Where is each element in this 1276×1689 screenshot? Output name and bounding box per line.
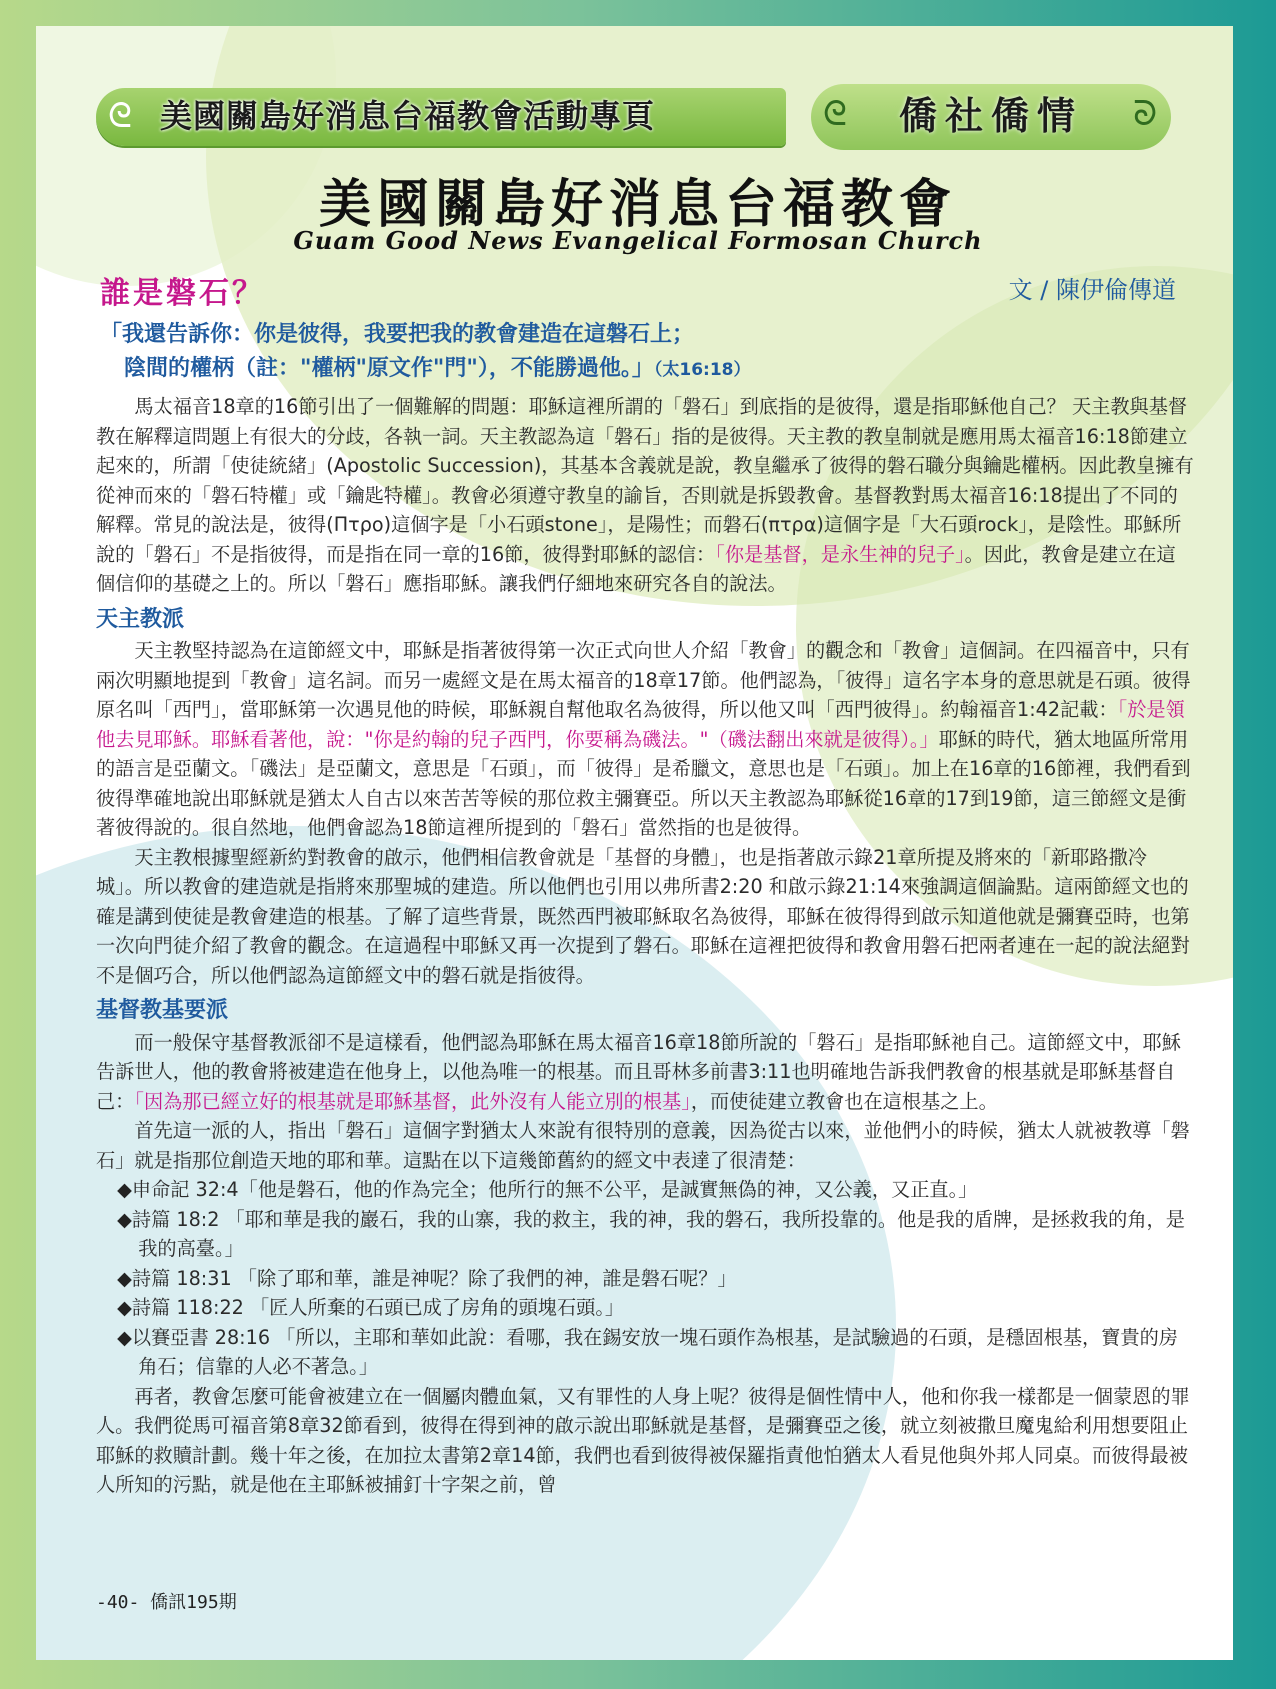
- intro-paragraph: [96, 392, 1194, 599]
- swirl-icon: ᘐ: [1133, 94, 1157, 134]
- swirl-icon: ᘓ: [108, 96, 132, 136]
- key-verse-line1: 「我還告訴你：你是彼得，我要把我的教會建造在這磐石上；: [100, 322, 695, 347]
- text-run: 馬太福音18章的16節引出了一個難解的問題：耶穌這裡所謂的「磐石」到底指的是彼得，還是指耶穌他自己？ 天主教與基督教在解釋這問題上有很大的分歧，各執一詞。天主教認為這「磐石」指的是彼得。天主教的教皇制就是應用馬太福音16:18節建立起來的，所謂「使徒統緒」(Apostolic Succession)，其基本含義就是說，教皇繼承了彼得的磐石職分與鑰匙權柄。因此教皇擁有從神而來的「磐石特權」或「鑰匙特權」。教會必須遵守教皇的諭旨，否則就是拆毀教會。基督教對馬太福音16:18提出了不同的解釋。常見的說法是，彼得(Πτρο)這個字是「小石頭stone」，是陽性；而磐石(πτρα)這個字是「大石頭rock」，是陰性。耶穌所說的「磐石」不是指彼得，而是指在同一章的16節，彼得對耶穌的認信：: [96, 395, 1194, 566]
- paragraph: [96, 1028, 1194, 1117]
- text-run: 天主教堅持認為在這節經文中，耶穌是指著彼得第一次正式向世人介紹「教會」的觀念和「教會」這個詞。在四福音中，只有兩次明顯地提到「教會」這名詞。而另一處經文是在馬太福音的18章17節。他們認為，「彼得」這名字本身的意思就是石頭。彼得原名叫「西門」，當耶穌第一次遇見他的時候，耶穌親自幫他取名為彼得，所以他又叫「西門彼得」。約翰福音1:42記載：: [96, 639, 1191, 721]
- text-run: 而一般保守基督教派卻不是這樣看，他們認為耶穌在馬太福音16章18節所說的「磐石」是指耶穌祂自己。這節經文中，耶穌告訴世人，他的教會將被建造在他身上，以他為唯一的根基。而且哥林多前書3:11也明確地告訴我們教會的根基就是耶穌基督自己：: [96, 1030, 1181, 1113]
- key-verse: [100, 318, 1180, 387]
- scripture-item: ◆ 詩篇 18:2 「耶和華是我的巖石，我的山寨，我的救主，我的神，我的磐石，我所投靠的。他是我的盾牌，是拯救我的角，是我的高臺。」: [96, 1205, 1194, 1264]
- banner-left-text: 美國關島好消息台福教會活動專頁: [160, 98, 656, 134]
- scripture-item: ◆ 以賽亞書 28:16 「所以，主耶和華如此說：看哪，我在錫安放一塊石頭作為根基，是試驗過的石頭，是穩固根基，寶貴的房角石；信靠的人必不著急。」: [96, 1323, 1194, 1382]
- text-run: 耶穌的時代，猶太地區所常用的語言是亞蘭文。「磯法」是亞蘭文，意思是「石頭」，而「彼得」是希臘文，意思也是「石頭」。加上在16章的16節裡，我們看到彼得準確地說出耶穌就是猶太人自古以來苦苦等候的那位救主彌賽亞。所以天主教認為耶穌從16章的17到19節，這三節經文是衝著彼得說的。很自然地，他們會認為18節這裡所提到的「磐石」當然指的也是彼得。: [96, 727, 1191, 839]
- scripture-item: ◆ 申命記 32:4「他是磐石，他的作為完全；他所行的無不公平，是誠實無偽的神，又公義，又正直。」: [96, 1175, 1194, 1205]
- scripture-item: ◆ 詩篇 18:31 「除了耶和華，誰是神呢？除了我們的神，誰是磐石呢？」: [96, 1264, 1194, 1294]
- paragraph: 再者，教會怎麼可能會被建立在一個屬肉體血氣，又有罪性的人身上呢？彼得是個性情中人，他和你我一樣都是一個蒙恩的罪人。我們從馬可福音第8章32節看到，彼得在得到神的啟示說出耶穌就是基督，是彌賽亞之後，就立刻被撒旦魔鬼給利用想要阻止耶穌的救贖計劃。幾十年之後，在加拉太書第2章14節，我們也看到彼得被保羅指責他怕猶太人看見他與外邦人同桌。而彼得最被人所知的污點，就是他在主耶穌被捕釘十字架之前，曾: [96, 1384, 1190, 1496]
- page-footer: -40- 僑訊195期: [96, 1592, 237, 1613]
- paragraph: 天主教根據聖經新約對教會的啟示，他們相信教會就是「基督的身體」，也是指著啟示錄21章所提及將來的「新耶路撒冷城」。所以教會的建造就是指將來那聖城的建造。所以他們也引用以弗所書2:20 和啟示錄21:14來強調這個論點。這兩節經文也的確是講到使徒是教會建造的根基。了解了這些背景，既然西門被耶穌取名為彼得，耶穌在彼得得到啟示知道他就是彌賽亞時，也第一次向門徒介紹了教會的觀念。在這過程中耶穌又再一次提到了磐石。耶穌在這裡把彼得和教會用磐石把兩者連在一起的說法絕對不是個巧合，所以他們認為這節經文中的磐石就是指彼得。: [96, 845, 1190, 987]
- article-body: [96, 392, 1194, 1500]
- highlight-quote: 「你是基督，是永生神的兒子」: [715, 542, 965, 566]
- highlight-quote: 「因為那已經立好的根基就是耶穌基督，此外沒有人能立別的根基」: [134, 1089, 691, 1113]
- text-run: 。因此，教會是建立在這個信仰的基礎之上的。所以「磐石」應指耶穌。讓我們仔細地來研究各自的說法。: [96, 542, 1176, 595]
- banner-left-tab: [96, 88, 786, 146]
- swirl-icon: ᘓ: [823, 94, 847, 134]
- text-run: ，而使徒建立教會也在這根基之上。: [690, 1089, 998, 1113]
- verse-reference: （太16:18）: [653, 360, 751, 380]
- scripture-item: ◆ 詩篇 118:22 「匠人所棄的石頭已成了房角的頭塊石頭。」: [96, 1293, 1194, 1323]
- paragraph: 首先這一派的人，指出「磐石」這個字對猶太人來說有很特別的意義，因為從古以來，並他們小的時候，猶太人就被教導「磐石」就是指那位創造天地的耶和華。這點在以下這幾節舊約的經文中表達了很清楚：: [96, 1119, 1190, 1172]
- section-heading-catholic: 天主教派: [96, 606, 185, 632]
- banner-right-tab: [811, 84, 1171, 150]
- article-title: 誰是磐石？: [100, 276, 265, 311]
- key-verse-line2: [100, 352, 1180, 387]
- paragraph: [96, 636, 1194, 843]
- banner-right-text: 僑社僑情: [898, 93, 1083, 138]
- highlight-quote: 「於是領他去見耶穌。耶穌看著他，說："你是約翰的兒子西門，你要稱為磯法。"（磯法翻出來就是彼得）。」: [96, 698, 1185, 751]
- church-title: 美國關島好消息台福教會: [318, 174, 957, 235]
- header-banner: [96, 88, 1176, 152]
- church-subtitle: Guam Good News Evangelical Formosan Church: [293, 226, 983, 255]
- article-byline: 文 / 陳伊倫傳道: [1008, 276, 1176, 304]
- key-verse-line2-text: 陰間的權柄（註："權柄"原文作"門"），不能勝過他。」: [124, 356, 654, 381]
- section-heading-fundamental: 基督教基要派: [96, 998, 229, 1023]
- scripture-list: [96, 1175, 1194, 1382]
